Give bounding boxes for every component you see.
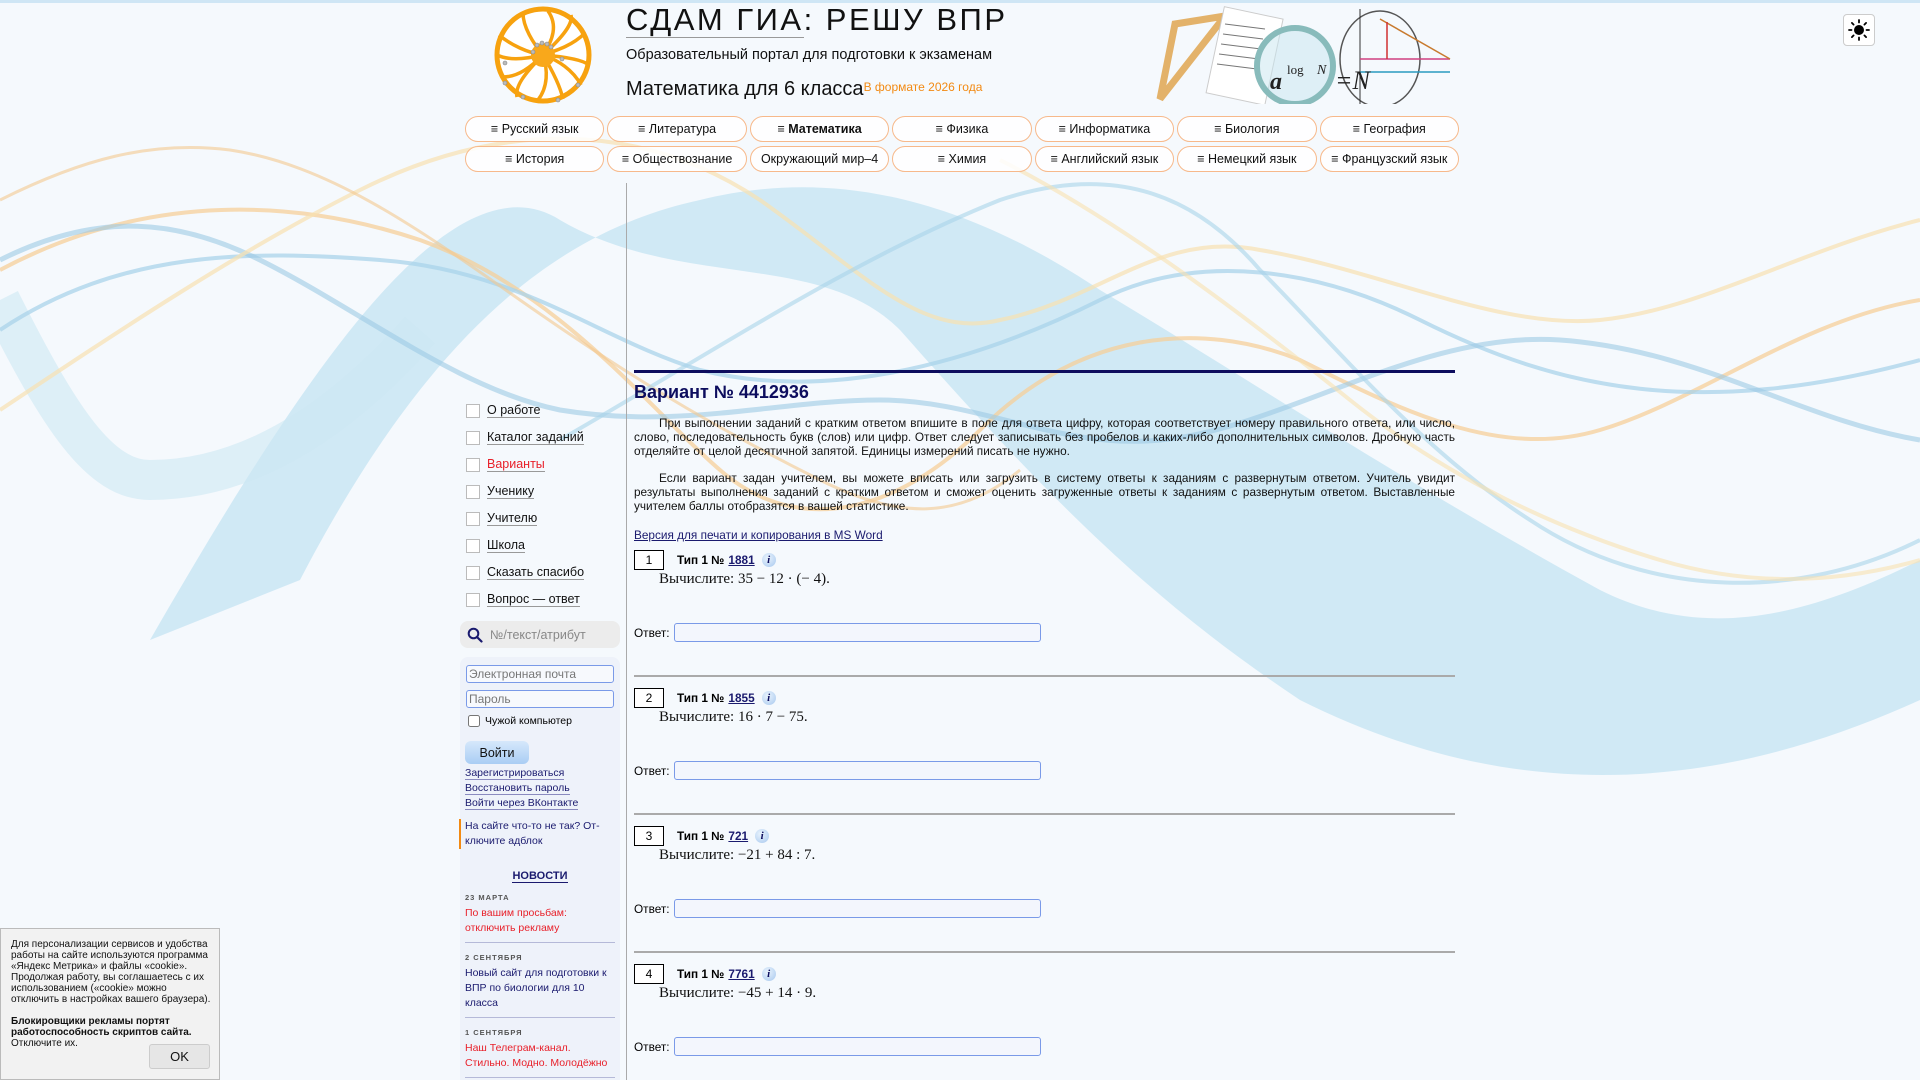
info-icon[interactable]: i: [762, 691, 776, 705]
task-id-link[interactable]: 721: [728, 829, 749, 843]
nav-literature[interactable]: ≡ Литература: [607, 116, 746, 142]
task-type: Тип 1 № 721 i: [677, 829, 769, 843]
theme-toggle-button[interactable]: [1843, 14, 1875, 46]
foreign-computer-checkbox[interactable]: [468, 715, 480, 727]
task-number: 1: [634, 550, 664, 570]
news-date: 23 МАРТА: [465, 893, 510, 902]
vk-login-link[interactable]: Войти через ВКонтакте: [465, 797, 579, 809]
sidebar-item-catalog[interactable]: [466, 424, 621, 451]
task-number: 3: [634, 826, 664, 846]
site-subtitle: Образовательный портал для подготовки к экзаменам: [626, 47, 993, 63]
sidebar-item-faq[interactable]: [466, 586, 621, 613]
foreign-computer-label: Чужой компьютер: [485, 715, 572, 727]
sidebar-item-label[interactable]: Сказать спасибо: [487, 565, 585, 579]
sidebar-item-label[interactable]: Школа: [487, 538, 525, 552]
site-title-brand[interactable]: СДАМ ГИА: [626, 2, 804, 37]
news-text[interactable]: Новый сайт для подготовки к ВПР по биологии для 10 класса: [465, 967, 607, 1009]
nav-russian[interactable]: ≡ Русский язык: [465, 116, 604, 142]
sidebar-item-label[interactable]: Варианты: [487, 457, 545, 471]
news-item[interactable]: [465, 953, 615, 1018]
password-field[interactable]: [466, 690, 614, 708]
cookie-ok-button[interactable]: OK: [149, 1044, 210, 1069]
task-divider: [634, 675, 1455, 677]
sidebar-item-thanks[interactable]: [466, 559, 621, 586]
task-type: Тип 1 № 7761 i: [677, 967, 776, 981]
news-text[interactable]: По вашим просьбам: отключить рекламу: [465, 907, 567, 934]
nav-geography[interactable]: ≡ География: [1320, 116, 1459, 142]
nav-french[interactable]: ≡ Французский язык: [1320, 146, 1459, 172]
sun-icon: [1848, 19, 1870, 41]
adblock-notice[interactable]: На сайте что-то не так? От-ключите адблок: [459, 819, 615, 849]
sidebar-item-label[interactable]: О работе: [487, 403, 541, 417]
checkbox-icon: [466, 404, 480, 418]
answer-row: [634, 899, 1041, 918]
checkbox-icon: [466, 512, 480, 526]
news-item[interactable]: [465, 893, 615, 943]
sidebar-item-label[interactable]: Каталог заданий: [487, 430, 584, 444]
svg-text:N: N: [1317, 63, 1327, 78]
task-question: Вычислите: −45 + 14 · 9.: [659, 985, 817, 1001]
variant-content: [634, 370, 1455, 1054]
cookie-text: Для персонализации сервисов и удобства работы на сайте используются программа «Яндекс Метрика» и файлы «cookie». Продолжая работу, вы соглашаетесь с их использованием («cookie» можно отключить в настройках вашего браузера).: [11, 939, 211, 1005]
answer-input[interactable]: [674, 899, 1041, 918]
remember-option[interactable]: [468, 715, 572, 727]
search-input[interactable]: [488, 627, 617, 643]
answer-label: Ответ:: [634, 1039, 670, 1054]
instructions-paragraph: При выполнении заданий с кратким ответом впишите в поле для ответа цифру, которая соответствует номеру правильного ответа, или число, слово, последовательность букв (слов) или цифр. Ответ следует записывать без пробелов и каких-либо дополнительных символов. Дробную часть отделяйте от целой десятичной запятой. Единицы измерений писать не нужно.: [634, 416, 1455, 458]
format-note: В формате 2026 года: [863, 80, 983, 94]
task-divider: [634, 813, 1455, 815]
answer-row: [634, 1037, 1041, 1056]
task-type: Тип 1 № 1855 i: [677, 691, 776, 705]
column-divider: [626, 183, 627, 1080]
answer-label: Ответ:: [634, 625, 670, 640]
checkbox-icon: [466, 431, 480, 445]
checkbox-icon: [466, 593, 480, 607]
sidebar-item-school[interactable]: [466, 532, 621, 559]
sidebar-item-label[interactable]: Вопрос — ответ: [487, 592, 580, 606]
word-version-link[interactable]: Версия для печати и копирования в MS Word: [634, 527, 883, 542]
news-date: 2 СЕНТЯБРЯ: [465, 953, 523, 962]
nav-biology[interactable]: ≡ Биология: [1177, 116, 1316, 142]
task-number: 4: [634, 964, 664, 984]
task-id-link[interactable]: 1881: [728, 553, 755, 567]
news-divider: [465, 1077, 615, 1078]
cookie-notice: [0, 928, 220, 1080]
answer-label: Ответ:: [634, 901, 670, 916]
subject-nav: [465, 116, 1459, 172]
answer-input[interactable]: [674, 761, 1041, 780]
task-question: Вычислите: 16 · 7 − 75.: [659, 709, 808, 725]
instructions-paragraph: Если вариант задан учителем, вы можете вписать или загрузить в систему ответы к заданиям с развернутым ответом. Учитель увидит результаты выполнения заданий с кратким ответом и сможет оценить загруженные ответы к заданиям с развернутым ответом. Выставленные учителем баллы отобразятся в вашей статистике.: [634, 471, 1455, 513]
sidebar-item-label[interactable]: Учителю: [487, 511, 538, 525]
sidebar-item-student[interactable]: [466, 478, 621, 505]
answer-row: [634, 761, 1041, 780]
search-box: [460, 621, 620, 648]
restore-password-link[interactable]: Восстановить пароль: [465, 782, 570, 794]
checkbox-icon: [466, 539, 480, 553]
sidebar-item-teacher[interactable]: [466, 505, 621, 532]
login-panel: [460, 657, 620, 1080]
task-divider: [634, 951, 1455, 953]
svg-text:a: a: [1270, 69, 1282, 95]
site-title-product: : РЕШУ ВПР: [803, 2, 1008, 37]
nav-math[interactable]: ≡ Математика: [750, 116, 889, 142]
nav-history[interactable]: ≡ История: [465, 146, 604, 172]
sidebar-item-variants[interactable]: [466, 451, 621, 478]
adblock-warning-bold: Блокировщики рекламы портят работоспособность скриптов сайта.: [11, 1016, 192, 1038]
info-icon[interactable]: i: [762, 967, 776, 981]
site-logo[interactable]: [493, 5, 593, 105]
news-text[interactable]: Наш Телеграм-канал. Стильно. Модно. Молодёжно: [465, 1042, 608, 1069]
task-question: Вычислите: −21 + 84 : 7.: [659, 847, 816, 863]
answer-input[interactable]: [674, 623, 1041, 642]
task-id-link[interactable]: 7761: [728, 967, 755, 981]
info-icon[interactable]: i: [762, 553, 776, 567]
nav-social-studies[interactable]: ≡ Обществознание: [607, 146, 746, 172]
search-icon[interactable]: [465, 627, 485, 643]
answer-row: [634, 623, 1041, 642]
news-item[interactable]: [465, 1028, 615, 1078]
sidebar-item-about[interactable]: [466, 397, 621, 424]
svg-text:=N: =N: [1335, 66, 1370, 95]
math-tools-illustration: [1155, 4, 1455, 104]
checkbox-icon: [466, 458, 480, 472]
nav-german[interactable]: ≡ Немецкий язык: [1177, 146, 1316, 172]
sidebar-menu: [466, 397, 621, 613]
checkbox-icon: [466, 566, 480, 580]
subject-title: [626, 78, 982, 101]
checkbox-icon: [466, 485, 480, 499]
news-divider: [465, 942, 615, 943]
task-id-link[interactable]: 1855: [728, 691, 755, 705]
news-date: 1 СЕНТЯБРЯ: [465, 1028, 523, 1037]
register-link[interactable]: Зарегистрироваться: [465, 767, 565, 779]
svg-text:log: log: [1287, 62, 1304, 77]
nav-physics[interactable]: ≡ Физика: [892, 116, 1031, 142]
subject-name: Математика для 6 класса: [626, 78, 864, 100]
nav-informatics[interactable]: ≡ Информатика: [1035, 116, 1174, 142]
nav-english[interactable]: ≡ Английский язык: [1035, 146, 1174, 172]
site-title[interactable]: [626, 2, 1008, 38]
task-question: Вычислите: 35 − 12 · (− 4).: [659, 571, 830, 587]
nav-world-around[interactable]: Окружающий мир–4: [750, 146, 889, 172]
content-top-rule: [634, 370, 1455, 373]
nav-chemistry[interactable]: ≡ Химия: [892, 146, 1031, 172]
sidebar-item-label[interactable]: Ученику: [487, 484, 535, 498]
task-number: 2: [634, 688, 664, 708]
email-field[interactable]: [466, 665, 614, 683]
adblock-warning-rest: Отключите их.: [11, 1038, 78, 1049]
answer-label: Ответ:: [634, 763, 670, 778]
page-title: Вариант № 4412936: [634, 382, 809, 402]
login-button[interactable]: Войти: [465, 741, 529, 764]
task-type: Тип 1 № 1881 i: [677, 553, 776, 567]
answer-input[interactable]: [674, 1037, 1041, 1056]
info-icon[interactable]: i: [755, 829, 769, 843]
news-heading[interactable]: НОВОСТИ: [512, 870, 568, 882]
news-divider: [465, 1017, 615, 1018]
